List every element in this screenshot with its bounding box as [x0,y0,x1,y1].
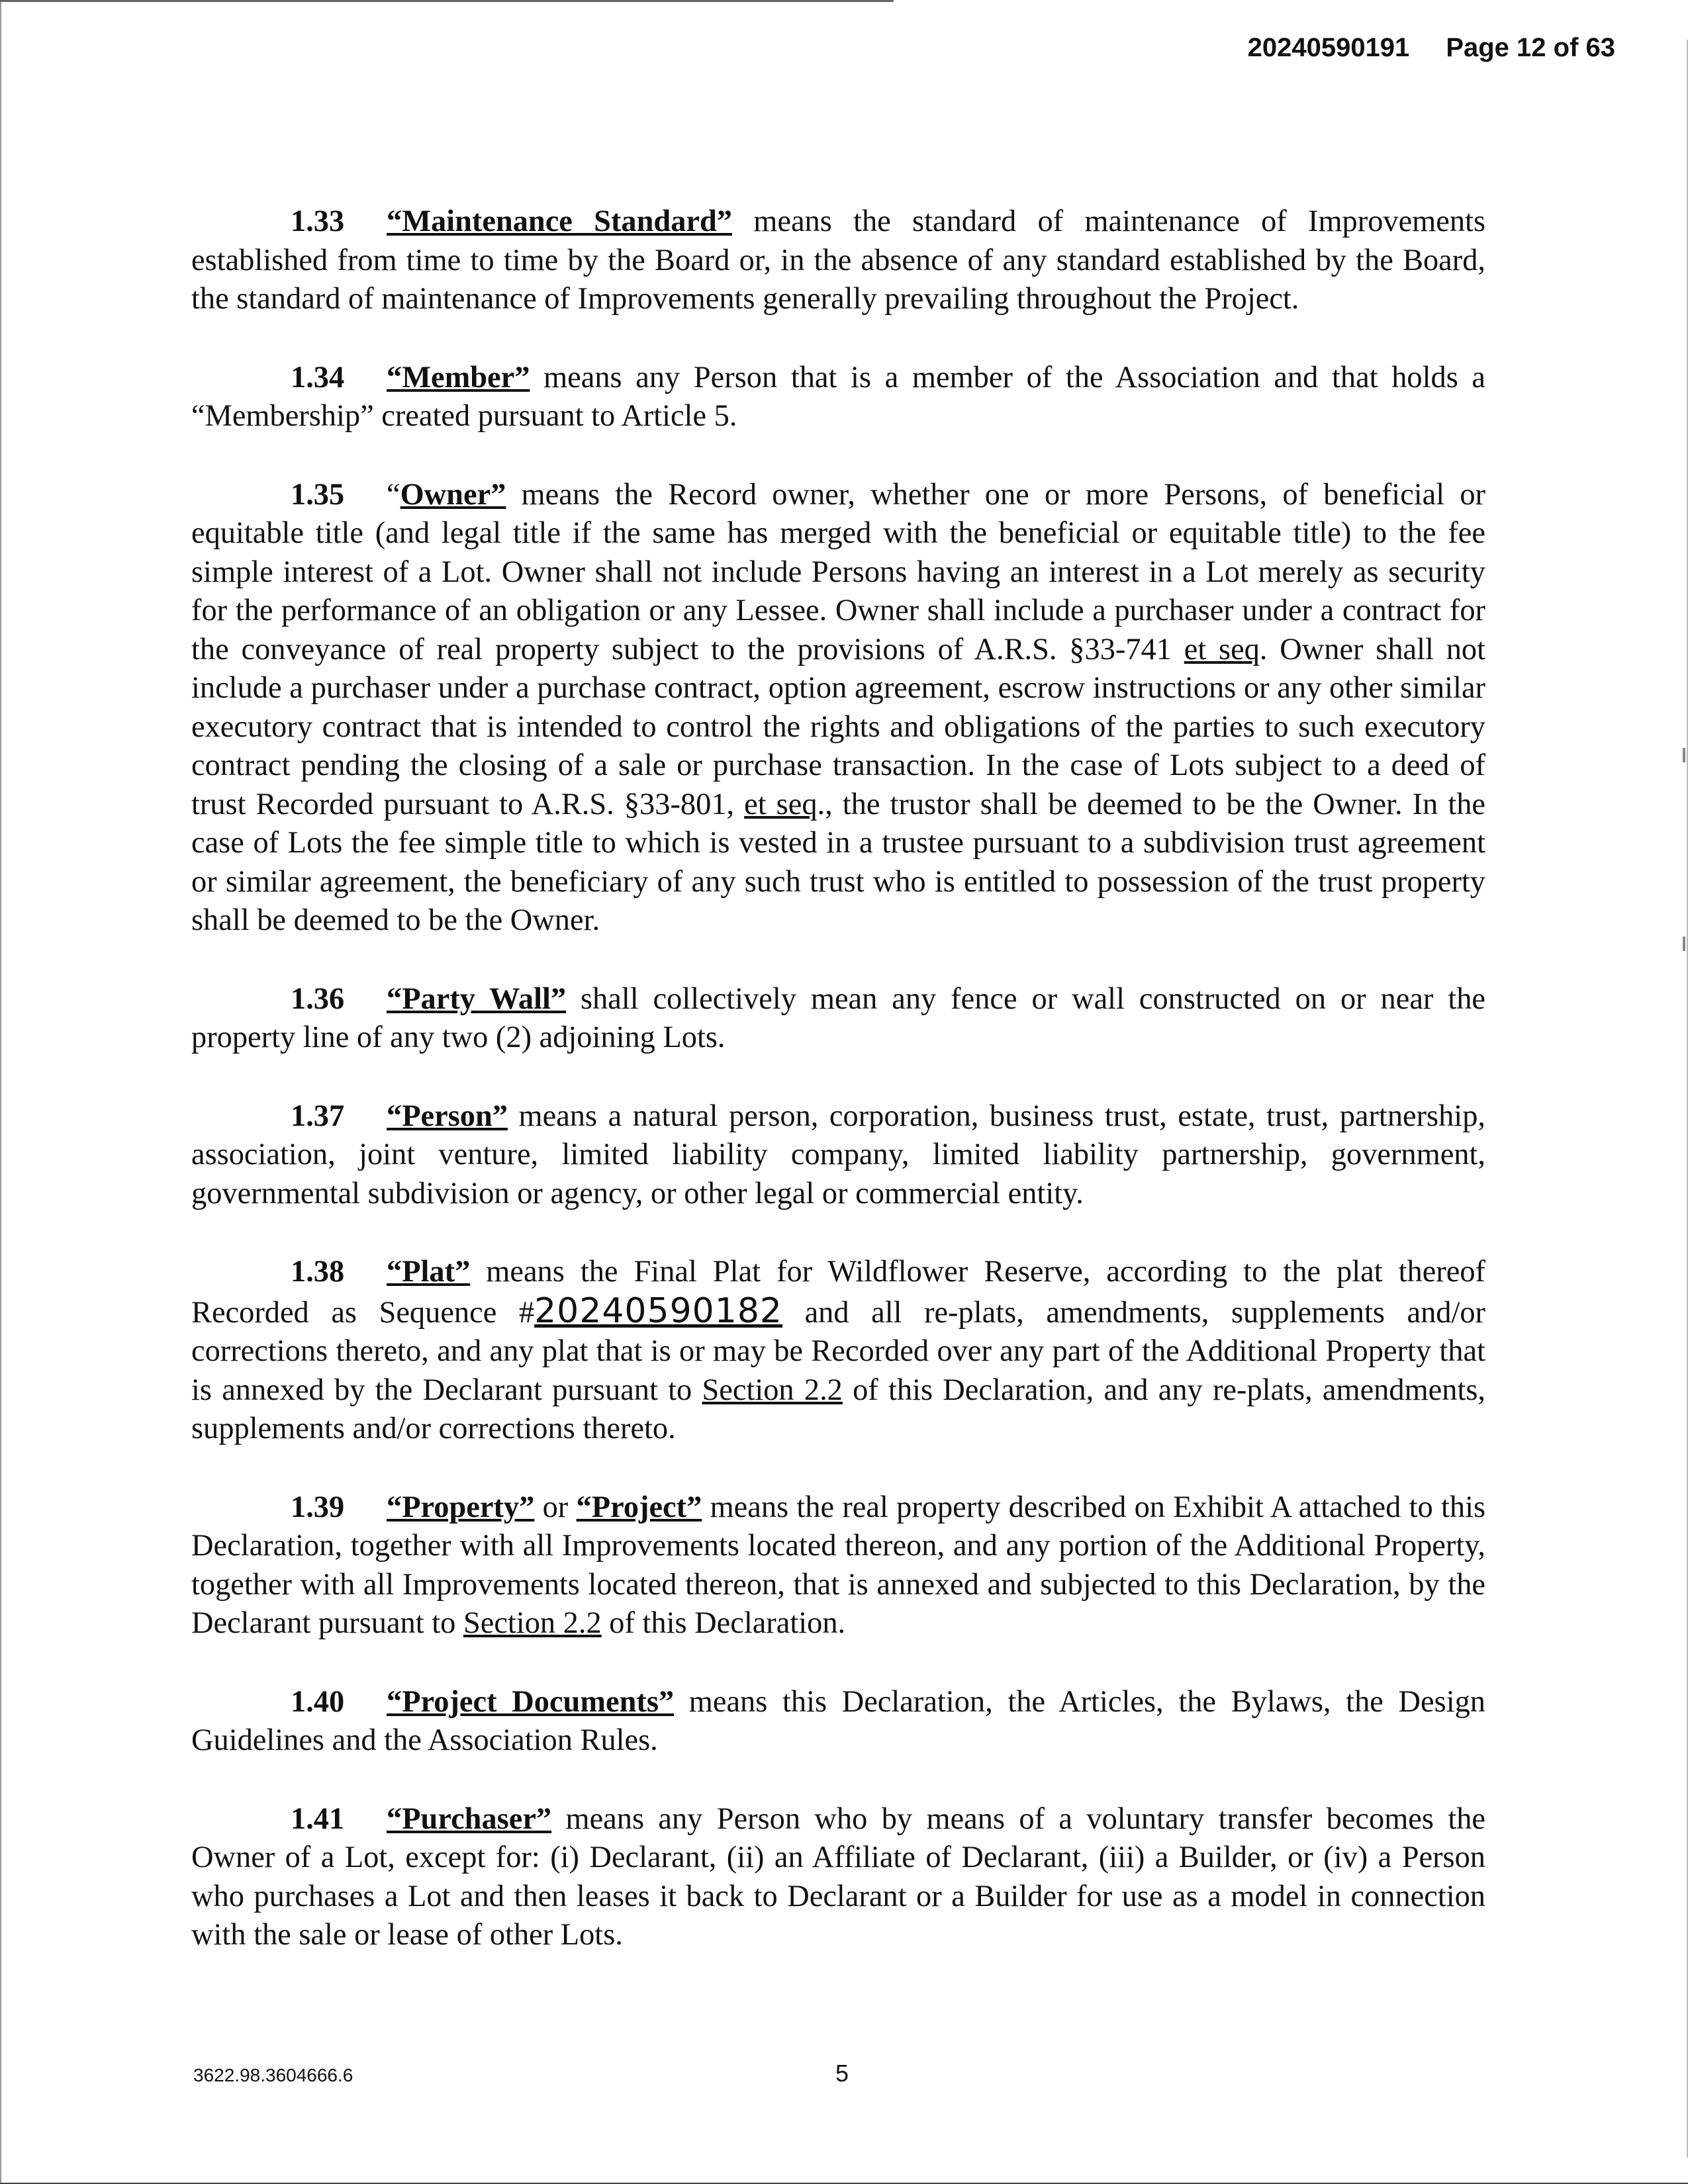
defined-term: “Project Documents” [387,1684,675,1719]
section-1-37 [191,1097,1485,1214]
section-number: 1.40 [291,1684,345,1719]
section-text: “ [387,477,400,512]
section-text: of this Declaration, and any re-plats, amendments, supplements and/or corrections thereto. [191,1373,1485,1445]
defined-term: “Plat” [387,1255,471,1289]
page-edge-left [0,0,1,2184]
section-text: or [534,1490,577,1524]
scan-mark [1683,748,1685,762]
defined-term: “Party Wall” [387,981,567,1016]
defined-term: “Maintenance Standard” [387,205,732,238]
defined-term: “Project” [576,1490,702,1524]
document-body [191,203,1485,1995]
section-text: means any Person that is a member of the Association and that holds a “Membership” created pursuant to Article 5. [191,360,1485,433]
section-text: means this Declaration, the Articles, the Bylaws, the Design Guidelines and the Association Rules. [191,1684,1485,1757]
section-text: means any Person who by means of a voluntary transfer becomes the Owner of a Lot, except for: (i) Declarant, (ii) an Affiliate of Declarant, (iii) a Builder, or (iv) a Person who purchases a Lot and then leases it back to Declarant or a Builder for use as a model in connection with the sale or lease of other Lots. [191,1801,1485,1952]
handwritten-sequence-number: 20240590182 [534,1291,782,1331]
recording-header [1248,33,1615,63]
section-1-36 [191,980,1485,1058]
section-text: ., the trustor shall be deemed to be the Owner. In the case of Lots the fee simple title to which is vested in a trustee pursuant to a subdivision trust agreement or similar agreement, the beneficiary of any such trust who is entitled to possession of the trust property shall be deemed to be the Owner. [191,787,1485,937]
section-text: means a natural person, corporation, business trust, estate, trust, partnership, association, joint venture, limited liability company, limited liability partnership, government, governmental subdivision or agency, or other legal or commercial entity. [191,1099,1485,1210]
section-number: 1.39 [291,1490,345,1524]
footer-document-id: 3622.98.3604666.6 [193,2065,353,2085]
page-indicator: Page 12 of 63 [1446,33,1615,62]
section-number: 1.33 [291,205,345,238]
scan-mark [1683,936,1685,951]
section-1-38 [191,1253,1485,1449]
section-number: 1.34 [291,360,345,394]
section-text: means the Record owner, whether one or more Persons, of beneficial or equitable title (and legal title if the same has merged with the beneficial or equitable title) to the fee simple interest of a Lot. Owner shall not include Persons having an interest in a Lot merely as security for the performance of an obligation or any Lessee. Owner shall include a purchaser under a contract for the conveyance of real property subject to the provisions of A.R.S. §33-741 [191,477,1485,666]
section-text: . Owner shall not include a purchaser under a purchase contract, option agreement, escrow instructions or any other similar executory contract that is intended to control the rights and obligations of the parties to such executory contract pending the closing of a sale or purchase transaction. In the case of Lots subject to a deed of trust Recorded pursuant to A.R.S. §33-801, [191,632,1485,821]
underlined-reference: et seq [744,787,818,821]
section-text: shall collectively mean any fence or wall constructed on or near the property line of any two (2) adjoining Lots. [191,981,1485,1054]
section-number: 1.38 [291,1255,345,1289]
section-text: means the Final Plat for Wildflower Reserve, according to the plat thereof Recorded as Sequence # [191,1255,1485,1330]
section-1-35 [191,476,1485,940]
section-1-40 [191,1683,1485,1760]
page-border-top [0,0,894,2]
defined-term: “Person” [387,1099,508,1133]
section-1-41 [191,1800,1485,1955]
defined-term: “Purchaser” [387,1801,552,1836]
document-number: 20240590191 [1247,33,1410,62]
section-text: means the real property described on Exhibit A attached to this Declaration, together with all Improvements located thereon, and any portion of the Additional Property, together with all Improvements located thereon, that is annexed and subjected to this Declaration, by the Declarant pursuant to [191,1490,1486,1640]
section-1-34 [191,359,1485,436]
section-text: means the standard of maintenance of Improvements established from time to time by the Board or, in the absence of any standard established by the Board, the standard of maintenance of Improvements generally prevailing throughout the Project. [191,205,1485,316]
section-1-39 [191,1488,1485,1643]
section-number: 1.35 [291,477,345,512]
defined-term: “Member” [387,360,530,394]
underlined-reference: Section 2.2 [463,1606,602,1640]
footer-page-number: 5 [835,2060,849,2087]
section-number: 1.36 [291,981,345,1016]
underlined-reference: Section 2.2 [702,1373,843,1407]
section-text: of this Declaration. [601,1606,846,1640]
section-number: 1.37 [291,1099,345,1133]
section-text: and all re-plats, amendments, supplements and/or corrections thereto, and any plat that is or may be Recorded over any part of the Additional Property that is annexed by the Declarant pursuant to [191,1295,1485,1407]
section-1-33 [191,203,1485,319]
underlined-reference: et seq [1184,632,1260,666]
section-number: 1.41 [291,1801,345,1836]
defined-term: “Property” [387,1490,535,1524]
defined-term: Owner” [400,477,506,512]
